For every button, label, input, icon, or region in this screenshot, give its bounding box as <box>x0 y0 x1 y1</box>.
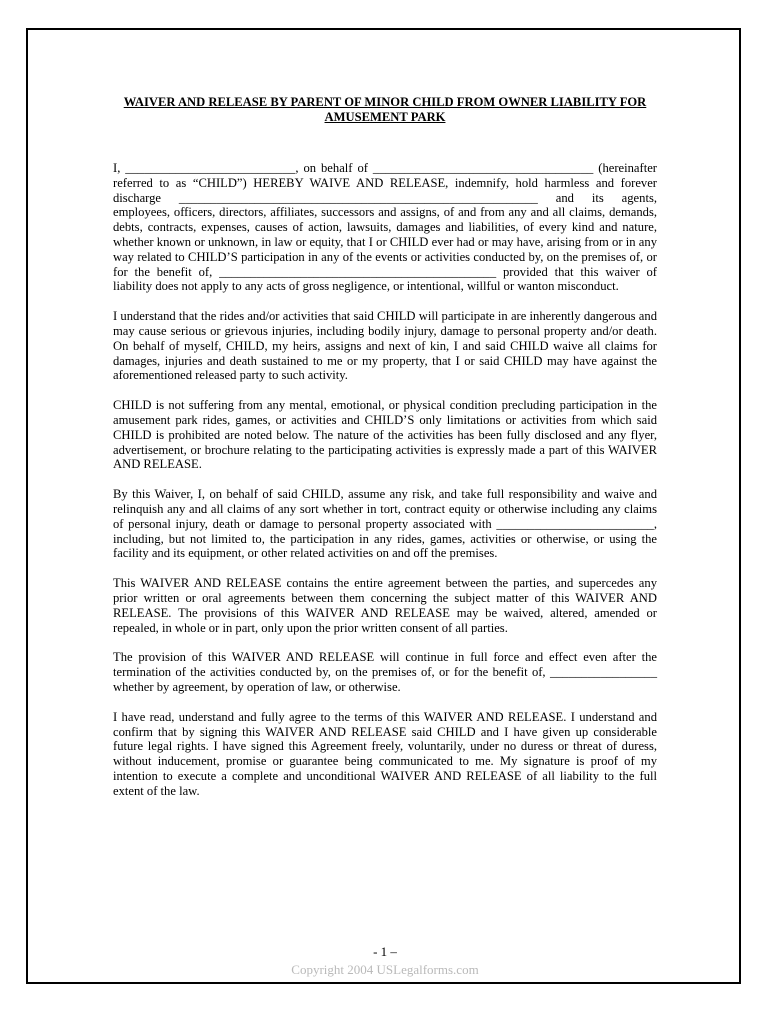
paragraph-entire-agreement: This WAIVER AND RELEASE contains the entire agreement between the parties, and supercedes any prior written or oral agreements between them concerning the subject matter of this WAIVER AND RELEASE. The provisions of this WAIVER AND RELEASE may be waived, altered, amended or repealed, in whole or in part, only upon the prior written consent of all parties. <box>113 576 657 635</box>
page-number: - 1 – <box>373 944 397 959</box>
document-title: WAIVER AND RELEASE BY PARENT OF MINOR CHILD FROM OWNER LIABILITY FOR AMUSEMENT PARK <box>123 95 647 124</box>
paragraph-inherent-danger: I understand that the rides and/or activities that said CHILD will participate in are inherently dangerous and may cause serious or grievous injuries, including bodily injury, damage to personal property and/or death. On behalf of myself, CHILD, my heirs, assigns and next of kin, I and said CHILD waive all claims for damages, injuries and death sustained to me or my property, that I or said CHILD may have against the aforementioned released party to such activity. <box>113 309 657 383</box>
paragraph-survival: The provision of this WAIVER AND RELEASE will continue in full force and effect even after the termination of the activities conducted by, on the premises of, or for the benefit of, _________________ whether by agreement, by operation of law, or otherwise. <box>113 650 657 694</box>
document-body <box>113 95 657 813</box>
copyright-notice: Copyright 2004 USLegalforms.com <box>291 962 479 977</box>
paragraph-child-condition: CHILD is not suffering from any mental, emotional, or physical condition precluding participation in the amusement park rides, games, or activities and CHILD’S only limitations or activities from which said CHILD is prohibited are noted below. The nature of the activities has been fully disclosed and any flyer, advertisement, or brochure relating to the participating activities is expressly made a part of this WAIVER AND RELEASE. <box>113 398 657 472</box>
paragraph-acknowledgement: I have read, understand and fully agree to the terms of this WAIVER AND RELEASE. I understand and confirm that by signing this WAIVER AND RELEASE said CHILD and I have given up considerable future legal rights. I have signed this Agreement freely, voluntarily, under no duress or threat of duress, without inducement, promise or guarantee being communicated to me. My signature is proof of my intention to execute a complete and unconditional WAIVER AND RELEASE of all liability to the full extent of the law. <box>113 709 657 798</box>
paragraph-assume-risk: By this Waiver, I, on behalf of said CHILD, assume any risk, and take full responsibility and waive and relinquish any and all claims of any sort whether in tort, contract equity or otherwise including any claims of personal injury, death or damage to personal property associated with _________________________, including, but not limited to, the participation in any rides, games, activities or otherwise, or using the facility and its equipment, or other related activities on and off the premises. <box>113 487 657 561</box>
paragraph-waiver-release: I, ___________________________, on behalf of ___________________________________ (hereinafter referred to as “CHILD”) HEREBY WAIVE AND RELEASE, indemnify, hold harmless and forever discharge _________________________________________________________ and its agents, employees, officers, directors, affiliates, successors and assigns, of and from any and all claims, demands, debts, contracts, expenses, causes of action, lawsuits, damages and liabilities, of every kind and nature, whether known or unknown, in law or equity, that I or CHILD ever had or may have, arising from or in any way related to CHILD’S participation in any of the events or activities conducted by, on the premises of, or for the benefit of, ____________________________________________ provided that this waiver of liability does not apply to any acts of gross negligence, or intentional, willful or wanton misconduct. <box>113 161 657 294</box>
